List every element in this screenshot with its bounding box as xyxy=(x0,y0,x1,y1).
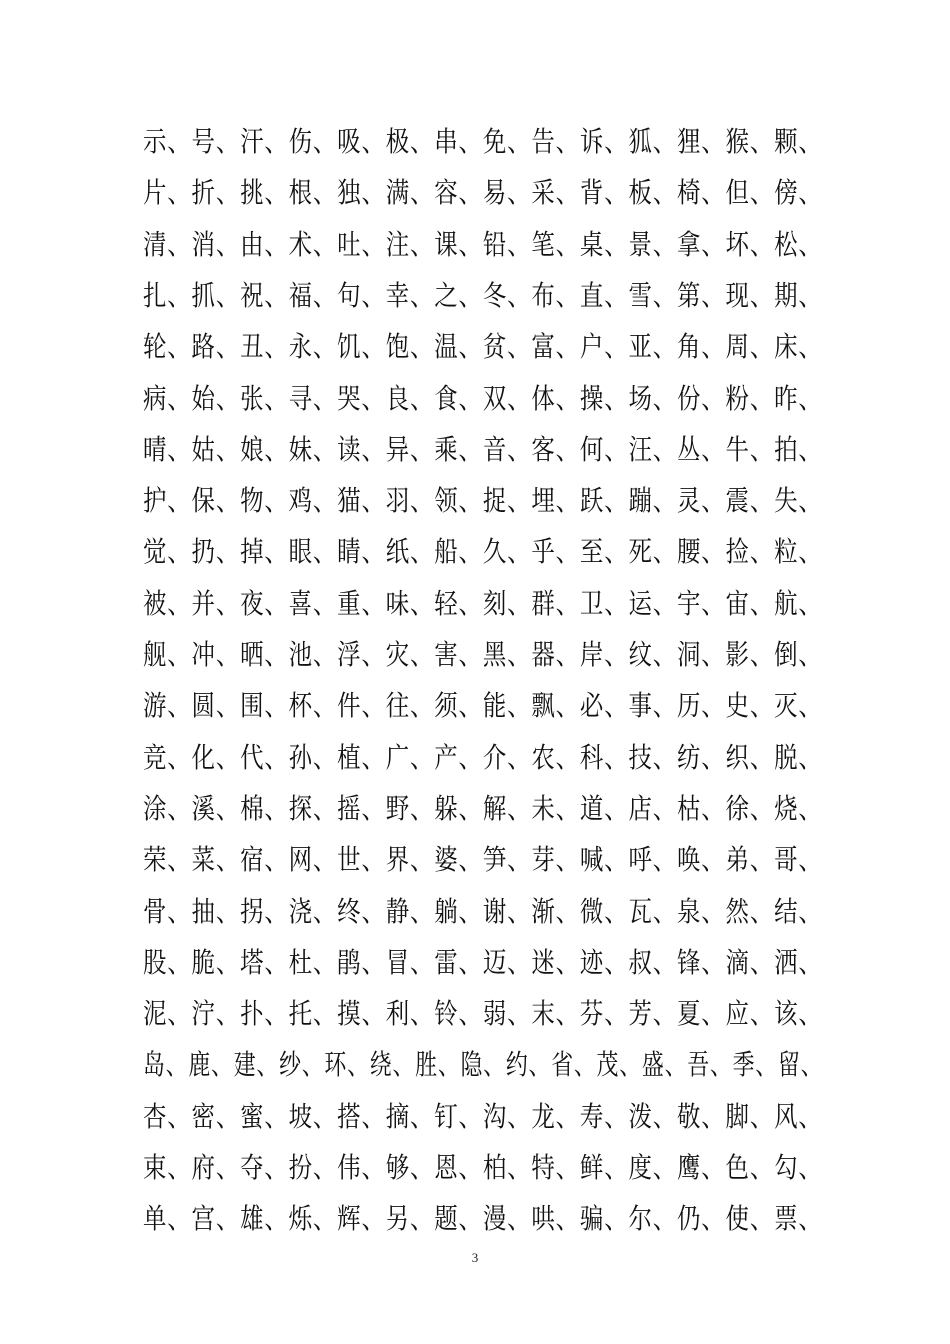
character-line xyxy=(143,274,823,318)
character-line-text: 骨、抽、拐、浇、终、静、躺、谢、渐、微、瓦、泉、然、结、 xyxy=(143,894,823,928)
character-line xyxy=(143,1095,823,1139)
character-line xyxy=(143,582,823,626)
character-line xyxy=(143,479,823,523)
character-line-text: 舰、冲、晒、池、浮、灾、害、黑、器、岸、纹、洞、影、倒、 xyxy=(143,638,823,671)
character-line-text: 轮、路、丑、永、饥、饱、温、贫、富、户、亚、角、周、床、 xyxy=(143,330,823,364)
character-line xyxy=(143,736,823,780)
character-line xyxy=(143,120,823,164)
character-line-text: 游、圆、围、杯、件、往、须、能、飘、必、事、历、史、灭、 xyxy=(143,689,823,723)
character-line xyxy=(143,223,823,267)
character-line-text: 被、并、夜、喜、重、味、轻、刻、群、卫、运、宇、宙、航、 xyxy=(143,586,823,620)
character-line-text: 荣、菜、宿、网、世、界、婆、笋、芽、喊、呼、唤、弟、哥、 xyxy=(143,843,823,877)
character-line xyxy=(143,530,823,574)
character-line xyxy=(143,1146,823,1190)
character-line-text: 涂、溪、棉、探、摇、野、躲、解、未、道、店、枯、徐、烧、 xyxy=(143,791,823,825)
character-line-text: 病、始、张、寻、哭、良、食、双、体、操、场、份、粉、昨、 xyxy=(143,381,823,415)
character-line-text: 扎、抓、祝、福、句、幸、之、冬、布、直、雪、第、现、期、 xyxy=(143,278,823,312)
character-line-text: 岛、鹿、建、纱、环、绕、胜、隐、约、省、茂、盛、吾、季、留、 xyxy=(143,1048,824,1082)
character-line xyxy=(143,941,823,985)
character-line-text: 片、折、挑、根、独、满、容、易、采、背、板、椅、但、傍、 xyxy=(143,176,823,210)
character-line-text: 示、号、汗、伤、吸、极、串、免、告、诉、狐、狸、猴、颗、 xyxy=(143,125,823,158)
character-line-text: 觉、扔、掉、眼、睛、纸、船、久、乎、至、死、腰、捡、粒、 xyxy=(143,535,823,569)
character-line xyxy=(143,325,823,369)
character-line xyxy=(143,890,823,934)
character-line-text: 清、消、由、术、吐、注、课、铅、笔、桌、景、拿、坏、松、 xyxy=(143,227,823,261)
character-line-text: 股、脆、塔、杜、鹃、冒、雷、迈、迷、迹、叔、锋、滴、洒、 xyxy=(143,945,823,979)
character-line xyxy=(143,171,823,215)
character-line xyxy=(143,1197,823,1241)
character-line-text: 护、保、物、鸡、猫、羽、领、捉、埋、跃、蹦、灵、震、失、 xyxy=(143,484,823,518)
character-line-text: 泥、泞、扑、托、摸、利、铃、弱、末、芬、芳、夏、应、该、 xyxy=(143,997,823,1031)
character-line xyxy=(143,377,823,421)
character-line-text: 竞、化、代、孙、植、广、产、介、农、科、技、纺、织、脱、 xyxy=(143,740,823,774)
character-line-text: 晴、姑、娘、妹、读、异、乘、音、客、何、汪、丛、牛、拍、 xyxy=(143,432,823,466)
character-line xyxy=(143,1043,823,1087)
page-number: 3 xyxy=(471,1250,479,1265)
character-line-text: 束、府、夺、扮、伟、够、恩、柏、特、鲜、度、鹰、色、勾、 xyxy=(143,1151,823,1184)
character-line xyxy=(143,838,823,882)
character-line xyxy=(143,992,823,1036)
character-line xyxy=(143,684,823,728)
character-line-text: 单、宫、雄、烁、辉、另、题、漫、哄、骗、尔、仍、使、票、 xyxy=(143,1202,823,1236)
character-line xyxy=(143,428,823,472)
character-line xyxy=(143,787,823,831)
character-line-text: 杏、密、蜜、坡、搭、摘、钉、沟、龙、寿、泼、敬、脚、风、 xyxy=(143,1099,823,1133)
character-line xyxy=(143,633,823,677)
